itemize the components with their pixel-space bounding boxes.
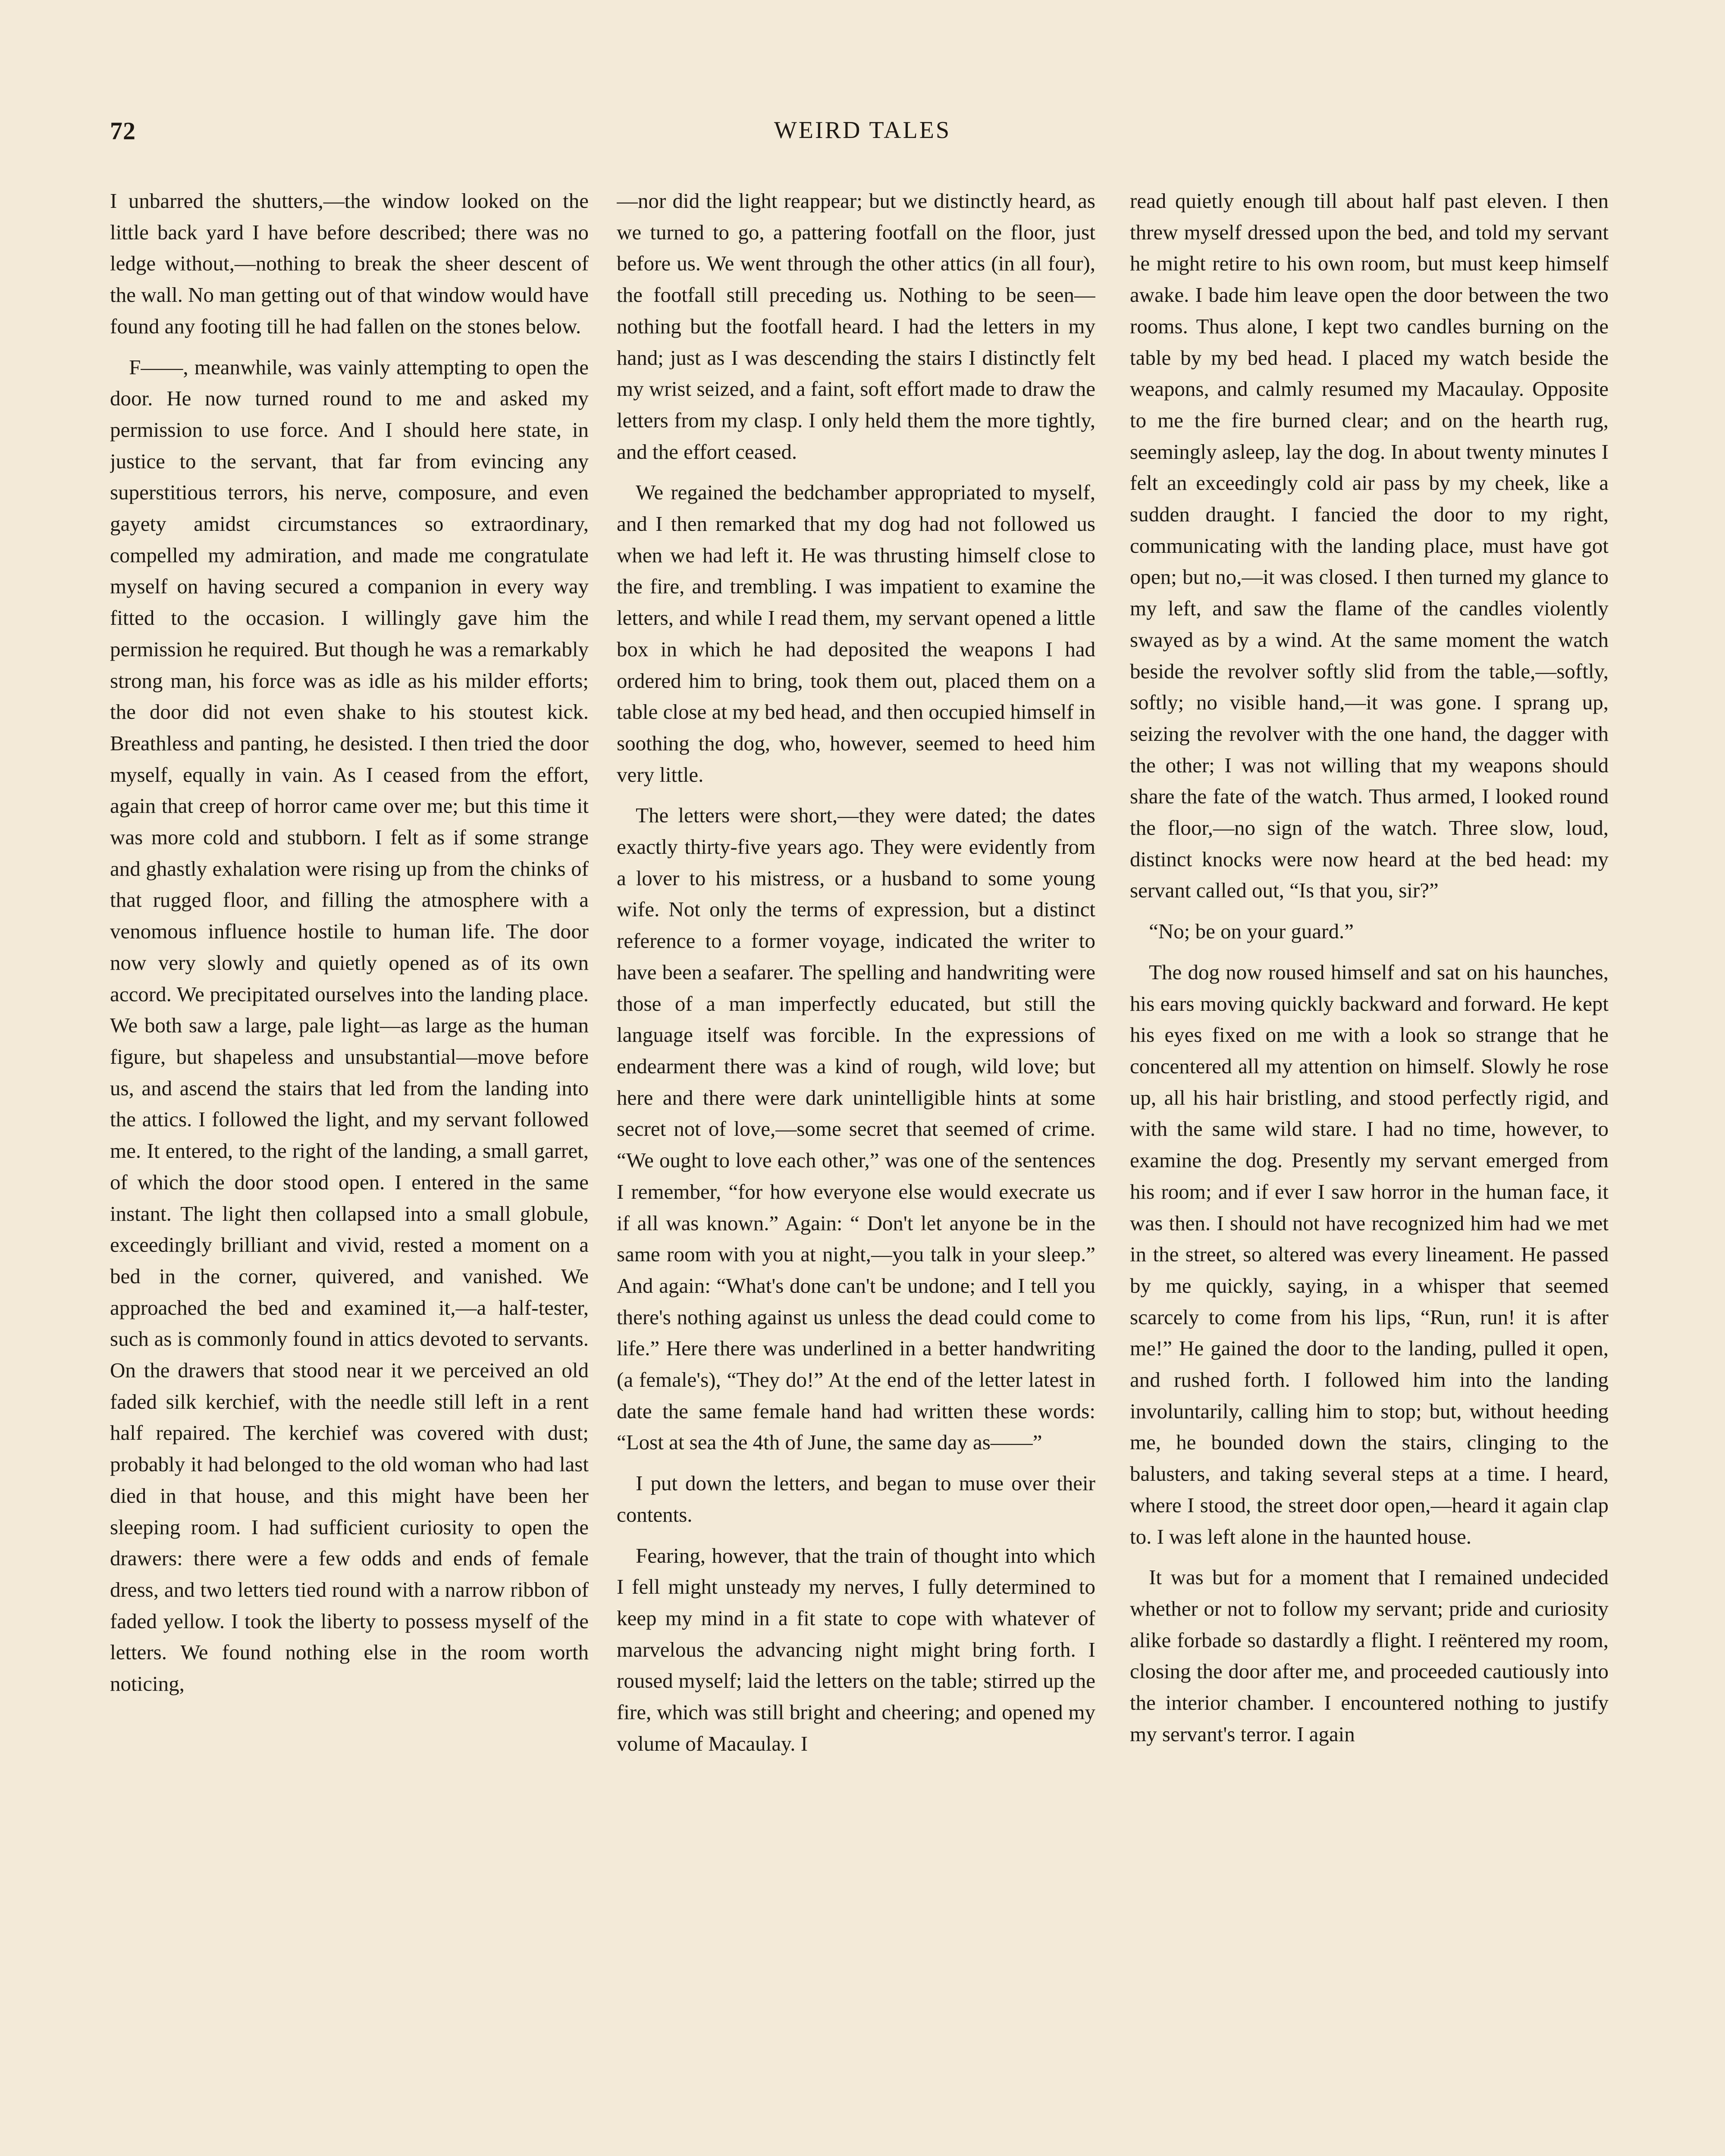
page-number: 72 xyxy=(110,117,136,145)
paragraph: The letters were short,—they were dated; the dates exactly thirty-five years ago. They were evidently from a lover to his mistress, or a husband to some young wife. Not only the terms of expression, but a distinct reference to a former voyage, indicated the writer to have been a seafarer. The spelling and handwriting were those of a man imperfectly educated, but still the language itself was forcible. In the expressions of endearment there was a kind of rough, wild love; but here and there were dark unintelligible hints at some secret not of love,—some secret that seemed of crime. “We ought to love each other,” was one of the sentences I remember, “for how everyone else would execrate us if all was known.” Again: “ Don't let anyone be in the same room with you at night,—you talk in your sleep.” And again: “What's done can't be undone; and I tell you there's nothing against us unless the dead could come to life.” Here there was underlined in a better handwriting (a female's), “They do!” At the end of the letter latest in date the same female hand had written these words: “Lost at sea the 4th of June, the same day as——” xyxy=(617,803,1095,1454)
column-3 xyxy=(1130,185,1609,2156)
paragraph: The dog now roused himself and sat on his haunches, his ears moving quickly backward and forward. He kept his eyes fixed on me with a look so strange that he concentered all my attention on himself. Slowly he rose up, all his hair bristling, and stood perfectly rigid, and with the same wild stare. I had no time, however, to examine the dog. Presently my servant emerged from his room; and if ever I saw horror in the human face, it was then. I should not have recognized him had we met in the street, so altered was every lineament. He passed by me quickly, saying, in a whisper that seemed scarcely to come from his lips, “Run, run! it is after me!” He gained the door to the landing, pulled it open, and rushed forth. I followed him into the landing involuntarily, calling him to stop; but, without heeding me, he bounded down the stairs, clinging to the balusters, and taking several steps at a time. I heard, where I stood, the street door open,—heard it again clap to. I was left alone in the haunted house. xyxy=(1130,960,1609,1548)
paragraph: I unbarred the shutters,—the window looked on the little back yard I have before described; there was no ledge without,—nothing to break the sheer descent of the wall. No man getting out of that window would have found any footing till he had fallen on the stones below. xyxy=(110,189,589,338)
text-columns xyxy=(0,185,1725,2156)
paragraph: —nor did the light reappear; but we distinctly heard, as we turned to go, a pattering footfall on the floor, just before us. We went through the other attics (in all four), the footfall still preceding us. Nothing to be seen—nothing but the footfall heard. I had the letters in my hand; just as I was descending the stairs I distinctly felt my wrist seized, and a faint, soft effort made to draw the letters from my clasp. I only held them the more tightly, and the effort ceased. xyxy=(617,189,1095,464)
paragraph: Fearing, however, that the train of thought into which I fell might unsteady my nerves, I fully determined to keep my mind in a fit state to cope with whatever of marvelous the advancing night might bring forth. I roused myself; laid the letters on the table; stirred up the fire, which was still bright and cheering; and opened my volume of Macaulay. I xyxy=(617,1543,1095,1755)
column-2 xyxy=(617,185,1095,2156)
paragraph: “No; be on your guard.” xyxy=(1149,919,1354,943)
paragraph: I put down the letters, and began to muse over their contents. xyxy=(617,1471,1095,1526)
paragraph: We regained the bedchamber appropriated to myself, and I then remarked that my dog had not followed us when we had left it. He was thrusting himself close to the fire, and trembling. I was impatient to examine the letters, and while I read them, my servant opened a little box in which he had deposited the weapons I had ordered him to bring, took them out, placed them on a table close at my bed head, and then occupied himself in soothing the dog, who, however, seemed to heed him very little. xyxy=(617,480,1095,787)
paragraph: It was but for a moment that I remained undecided whether or not to follow my servant; pride and curiosity alike forbade so dastardly a flight. I reëntered my room, closing the door after me, and proceeded cautiously into the interior chamber. I encountered nothing to justify my servant's terror. I again xyxy=(1130,1565,1609,1746)
running-title: WEIRD TALES xyxy=(774,117,951,144)
column-1 xyxy=(110,185,589,2156)
paragraph: F——, meanwhile, was vainly attempting to open the door. He now turned round to me and asked my permission to use force. And I should here state, in justice to the servant, that far from evincing any superstitious terrors, his nerve, composure, and even gayety amidst circumstances so extraordinary, compelled my admiration, and made me congratulate myself on having secured a companion in every way fitted to the occasion. I willingly gave him the permission he required. But though he was a remarkably strong man, his force was as idle as his milder efforts; the door did not even shake to his stoutest kick. Breathless and panting, he desisted. I then tried the door myself, equally in vain. As I ceased from the effort, again that creep of horror came over me; but this time it was more cold and stubborn. I felt as if some strange and ghastly exhalation were rising up from the chinks of that rugged floor, and filling the atmosphere with a venomous influence hostile to human life. The door now very slowly and quietly opened as of its own accord. We precipitated ourselves into the landing place. We both saw a large, pale light—as large as the human figure, but shapeless and unsubstantial—move before us, and ascend the stairs that led from the landing into the attics. I followed the light, and my servant followed me. It entered, to the right of the landing, a small garret, of which the door stood open. I entered in the same instant. The light then collapsed into a small globule, exceedingly brilliant and vivid, rested a moment on a bed in the corner, quivered, and vanished. We approached the bed and examined it,—a half-tester, such as is commonly found in attics devoted to servants. On the drawers that stood near it we perceived an old faded silk kerchief, with the needle still left in a rent half repaired. The kerchief was covered with dust; probably it had belonged to the old woman who had last died in that house, and this might have been her sleeping room. I had sufficient curiosity to open the drawers: there were a few odds and ends of female dress, and two letters tied round with a narrow ribbon of faded yellow. I took the liberty to possess myself of the letters. We found nothing else in the room worth noticing, xyxy=(110,355,589,1696)
paragraph: read quietly enough till about half past eleven. I then threw myself dressed upon the bed, and told my servant he might retire to his own room, but must keep himself awake. I bade him leave open the door between the two rooms. Thus alone, I kept two candles burning on the table by my bed head. I placed my watch beside the weapons, and calmly resumed my Macaulay. Opposite to me the fire burned clear; and on the hearth rug, seemingly asleep, lay the dog. In about twenty minutes I felt an exceedingly cold air pass by my cheek, like a sudden draught. I fancied the door to my right, communicating with the landing place, must have got open; but no,—it was closed. I then turned my glance to my left, and saw the flame of the candles violently swayed as by a wind. At the same moment the watch beside the revolver softly slid from the table,—softly, softly; no visible hand,—it was gone. I sprang up, seizing the revolver with the one hand, the dagger with the other; I was not willing that my weapons should share the fate of the watch. Thus armed, I looked round the floor,—no sign of the watch. Three slow, loud, distinct knocks were now heard at the bed head: my servant called out, “Is that you, sir?” xyxy=(1130,189,1609,903)
running-header xyxy=(0,116,1725,168)
